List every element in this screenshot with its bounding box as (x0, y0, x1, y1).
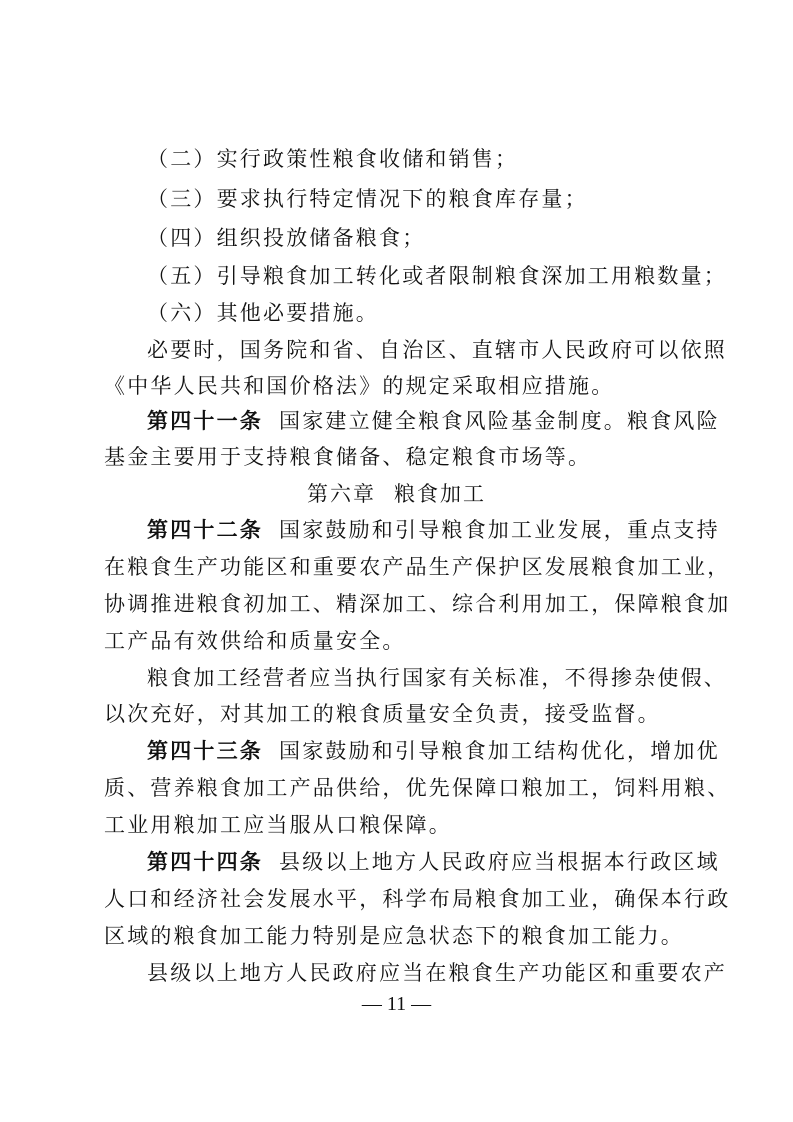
article-43-label: 第四十三条 (147, 739, 263, 763)
article-43-first-line (147, 732, 737, 770)
paragraph-line: 工业用粮加工应当服从口粮保障。 (104, 813, 452, 837)
paragraph-line: 粮食加工经营者应当执行国家有关标准，不得掺杂使假、 (147, 666, 727, 690)
paragraph-line: 《中华人民共和国价格法》的规定采取相应措施。 (104, 374, 615, 398)
article-41-text: 国家建立健全粮食风险基金制度。粮食风险 (279, 409, 720, 433)
article-44-first-line (147, 843, 737, 881)
paragraph-line: 在粮食生产功能区和重要农产品生产保护区发展粮食加工业， (104, 555, 731, 579)
chapter-title: 粮食加工 (394, 482, 486, 506)
paragraph-line: 县级以上地方人民政府应当在粮食生产功能区和重要农产 (147, 961, 727, 985)
paragraph-line: 必要时，国务院和省、自治区、直辖市人民政府可以依照 (147, 338, 727, 362)
item-5: （五）引导粮食加工转化或者限制粮食深加工用粮数量； (147, 264, 727, 288)
chapter-number: 第六章 (307, 482, 376, 506)
paragraph-line: 协调推进粮食初加工、精深加工、综合利用加工，保障粮食加 (104, 592, 731, 616)
paragraph-line: 区域的粮食加工能力特别是应急状态下的粮食加工能力。 (104, 924, 684, 948)
item-6: （六）其他必要措施。 (147, 301, 379, 325)
article-44-text: 县级以上地方人民政府应当根据本行政区域 (279, 850, 720, 874)
chapter-heading (0, 475, 793, 513)
item-2: （二）实行政策性粮食收储和销售； (147, 147, 519, 171)
paragraph-line: 人口和经济社会发展水平，科学布局粮食加工业，确保本行政 (104, 887, 731, 911)
article-42-first-line (147, 511, 737, 549)
article-42-label: 第四十二条 (147, 518, 263, 542)
item-3: （三）要求执行特定情况下的粮食库存量； (147, 187, 588, 211)
paragraph-line: 以次充好，对其加工的粮食质量安全负责，接受监督。 (104, 702, 661, 726)
article-41-first-line (147, 402, 737, 440)
paragraph-line: 基金主要用于支持粮食储备、稳定粮食市场等。 (104, 445, 592, 469)
article-41-label: 第四十一条 (147, 409, 263, 433)
article-44-label: 第四十四条 (147, 850, 263, 874)
paragraph-line: 工产品有效供给和质量安全。 (104, 629, 406, 653)
article-42-text: 国家鼓励和引导粮食加工业发展，重点支持 (279, 518, 720, 542)
article-43-text: 国家鼓励和引导粮食加工结构优化，增加优 (279, 739, 720, 763)
item-4: （四）组织投放储备粮食； (147, 226, 426, 250)
page-number: — 11 — (361, 993, 432, 1015)
paragraph-line: 质、营养粮食加工产品供给，优先保障口粮加工，饲料用粮、 (104, 776, 731, 800)
